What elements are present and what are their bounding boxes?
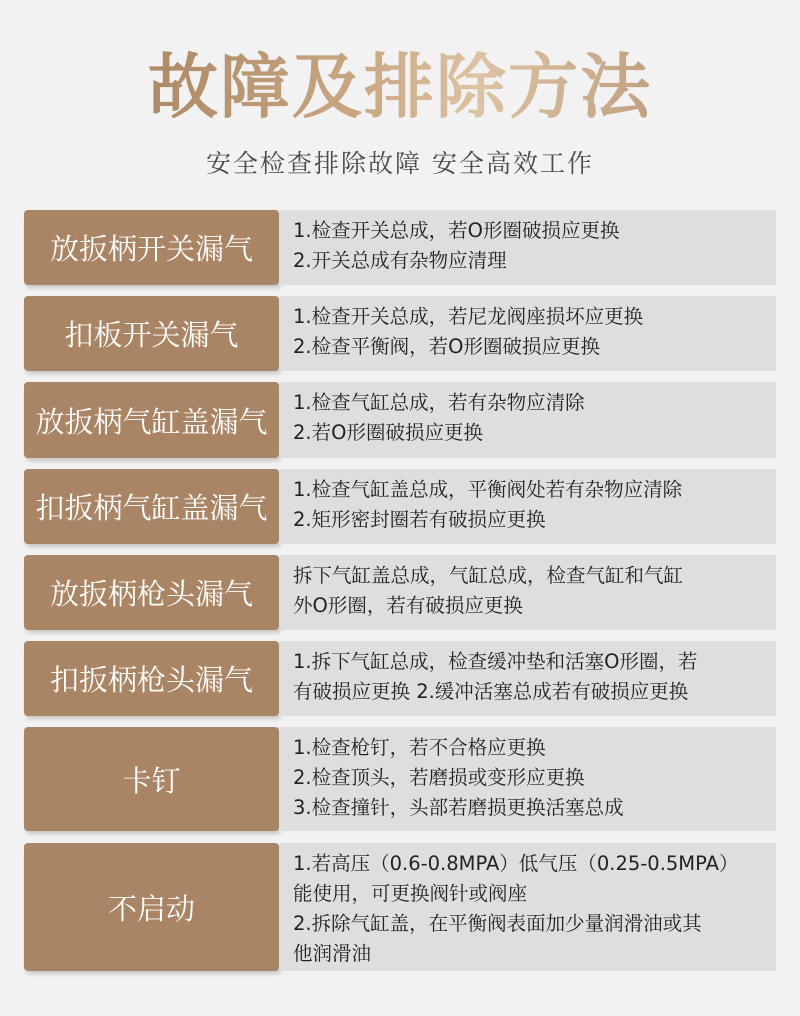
fault-solution (279, 843, 776, 971)
solution-line: 他润滑油 (293, 942, 372, 965)
solution-line: 1.拆下气缸总成，检查缓冲垫和活塞O形圈，若 (293, 650, 698, 673)
solution-line: 1.检查气缸总成，若有杂物应清除 (293, 391, 585, 414)
fault-label: 扣扳柄气缸盖漏气 (24, 469, 279, 544)
fault-row (24, 641, 776, 716)
solution-line: 2.检查顶头，若磨损或变形应更换 (293, 766, 585, 789)
fault-solution (279, 296, 776, 371)
solution-line: 拆下气缸盖总成，气缸总成，检查气缸和气缸 (293, 564, 684, 587)
fault-label: 放扳柄气缸盖漏气 (24, 382, 279, 458)
fault-row (24, 382, 776, 458)
solution-line: 3.检查撞针，头部若磨损更换活塞总成 (293, 796, 624, 819)
solution-line: 外O形圈，若有破损应更换 (293, 594, 523, 617)
page-subtitle: 安全检查排除故障 安全高效工作 (206, 149, 594, 178)
fault-row (24, 727, 776, 831)
solution-line: 2.拆除气缸盖，在平衡阀表面加少量润滑油或其 (293, 912, 702, 935)
fault-row (24, 469, 776, 544)
fault-solution (279, 210, 776, 285)
fault-solution (279, 555, 776, 630)
solution-line: 能使用，可更换阀针或阀座 (293, 882, 528, 905)
fault-label: 不启动 (24, 843, 279, 971)
solution-line: 2.检查平衡阀，若O形圈破损应更换 (293, 335, 600, 358)
fault-label: 放扳柄开关漏气 (24, 210, 279, 285)
fault-solution (279, 641, 776, 716)
solution-line: 2.若O形圈破损应更换 (293, 421, 483, 444)
fault-row (24, 296, 776, 371)
fault-row (24, 210, 776, 285)
fault-label: 扣扳柄枪头漏气 (24, 641, 279, 716)
fault-solution (279, 727, 776, 831)
solution-line: 2.开关总成有杂物应清理 (293, 249, 507, 272)
solution-line: 1.检查开关总成，若尼龙阀座损坏应更换 (293, 305, 644, 328)
solution-line: 1.检查枪钉，若不合格应更换 (293, 736, 546, 759)
fault-solution (279, 469, 776, 544)
solution-line: 1.检查气缸盖总成，平衡阀处若有杂物应清除 (293, 478, 683, 501)
fault-solution (279, 382, 776, 458)
fault-row (24, 555, 776, 630)
solution-line: 有破损应更换 2.缓冲活塞总成若有破损应更换 (293, 680, 689, 703)
fault-label: 卡钉 (24, 727, 279, 831)
fault-label: 扣板开关漏气 (24, 296, 279, 371)
solution-line: 1.若高压（0.6-0.8MPA）低气压（0.25-0.5MPA） (293, 852, 739, 875)
fault-row (24, 843, 776, 971)
page-title: 故障及排除方法 (0, 42, 800, 132)
solution-line: 2.矩形密封圈若有破损应更换 (293, 508, 546, 531)
fault-label: 放扳柄枪头漏气 (24, 555, 279, 630)
solution-line: 1.检查开关总成，若O形圈破损应更换 (293, 219, 620, 242)
